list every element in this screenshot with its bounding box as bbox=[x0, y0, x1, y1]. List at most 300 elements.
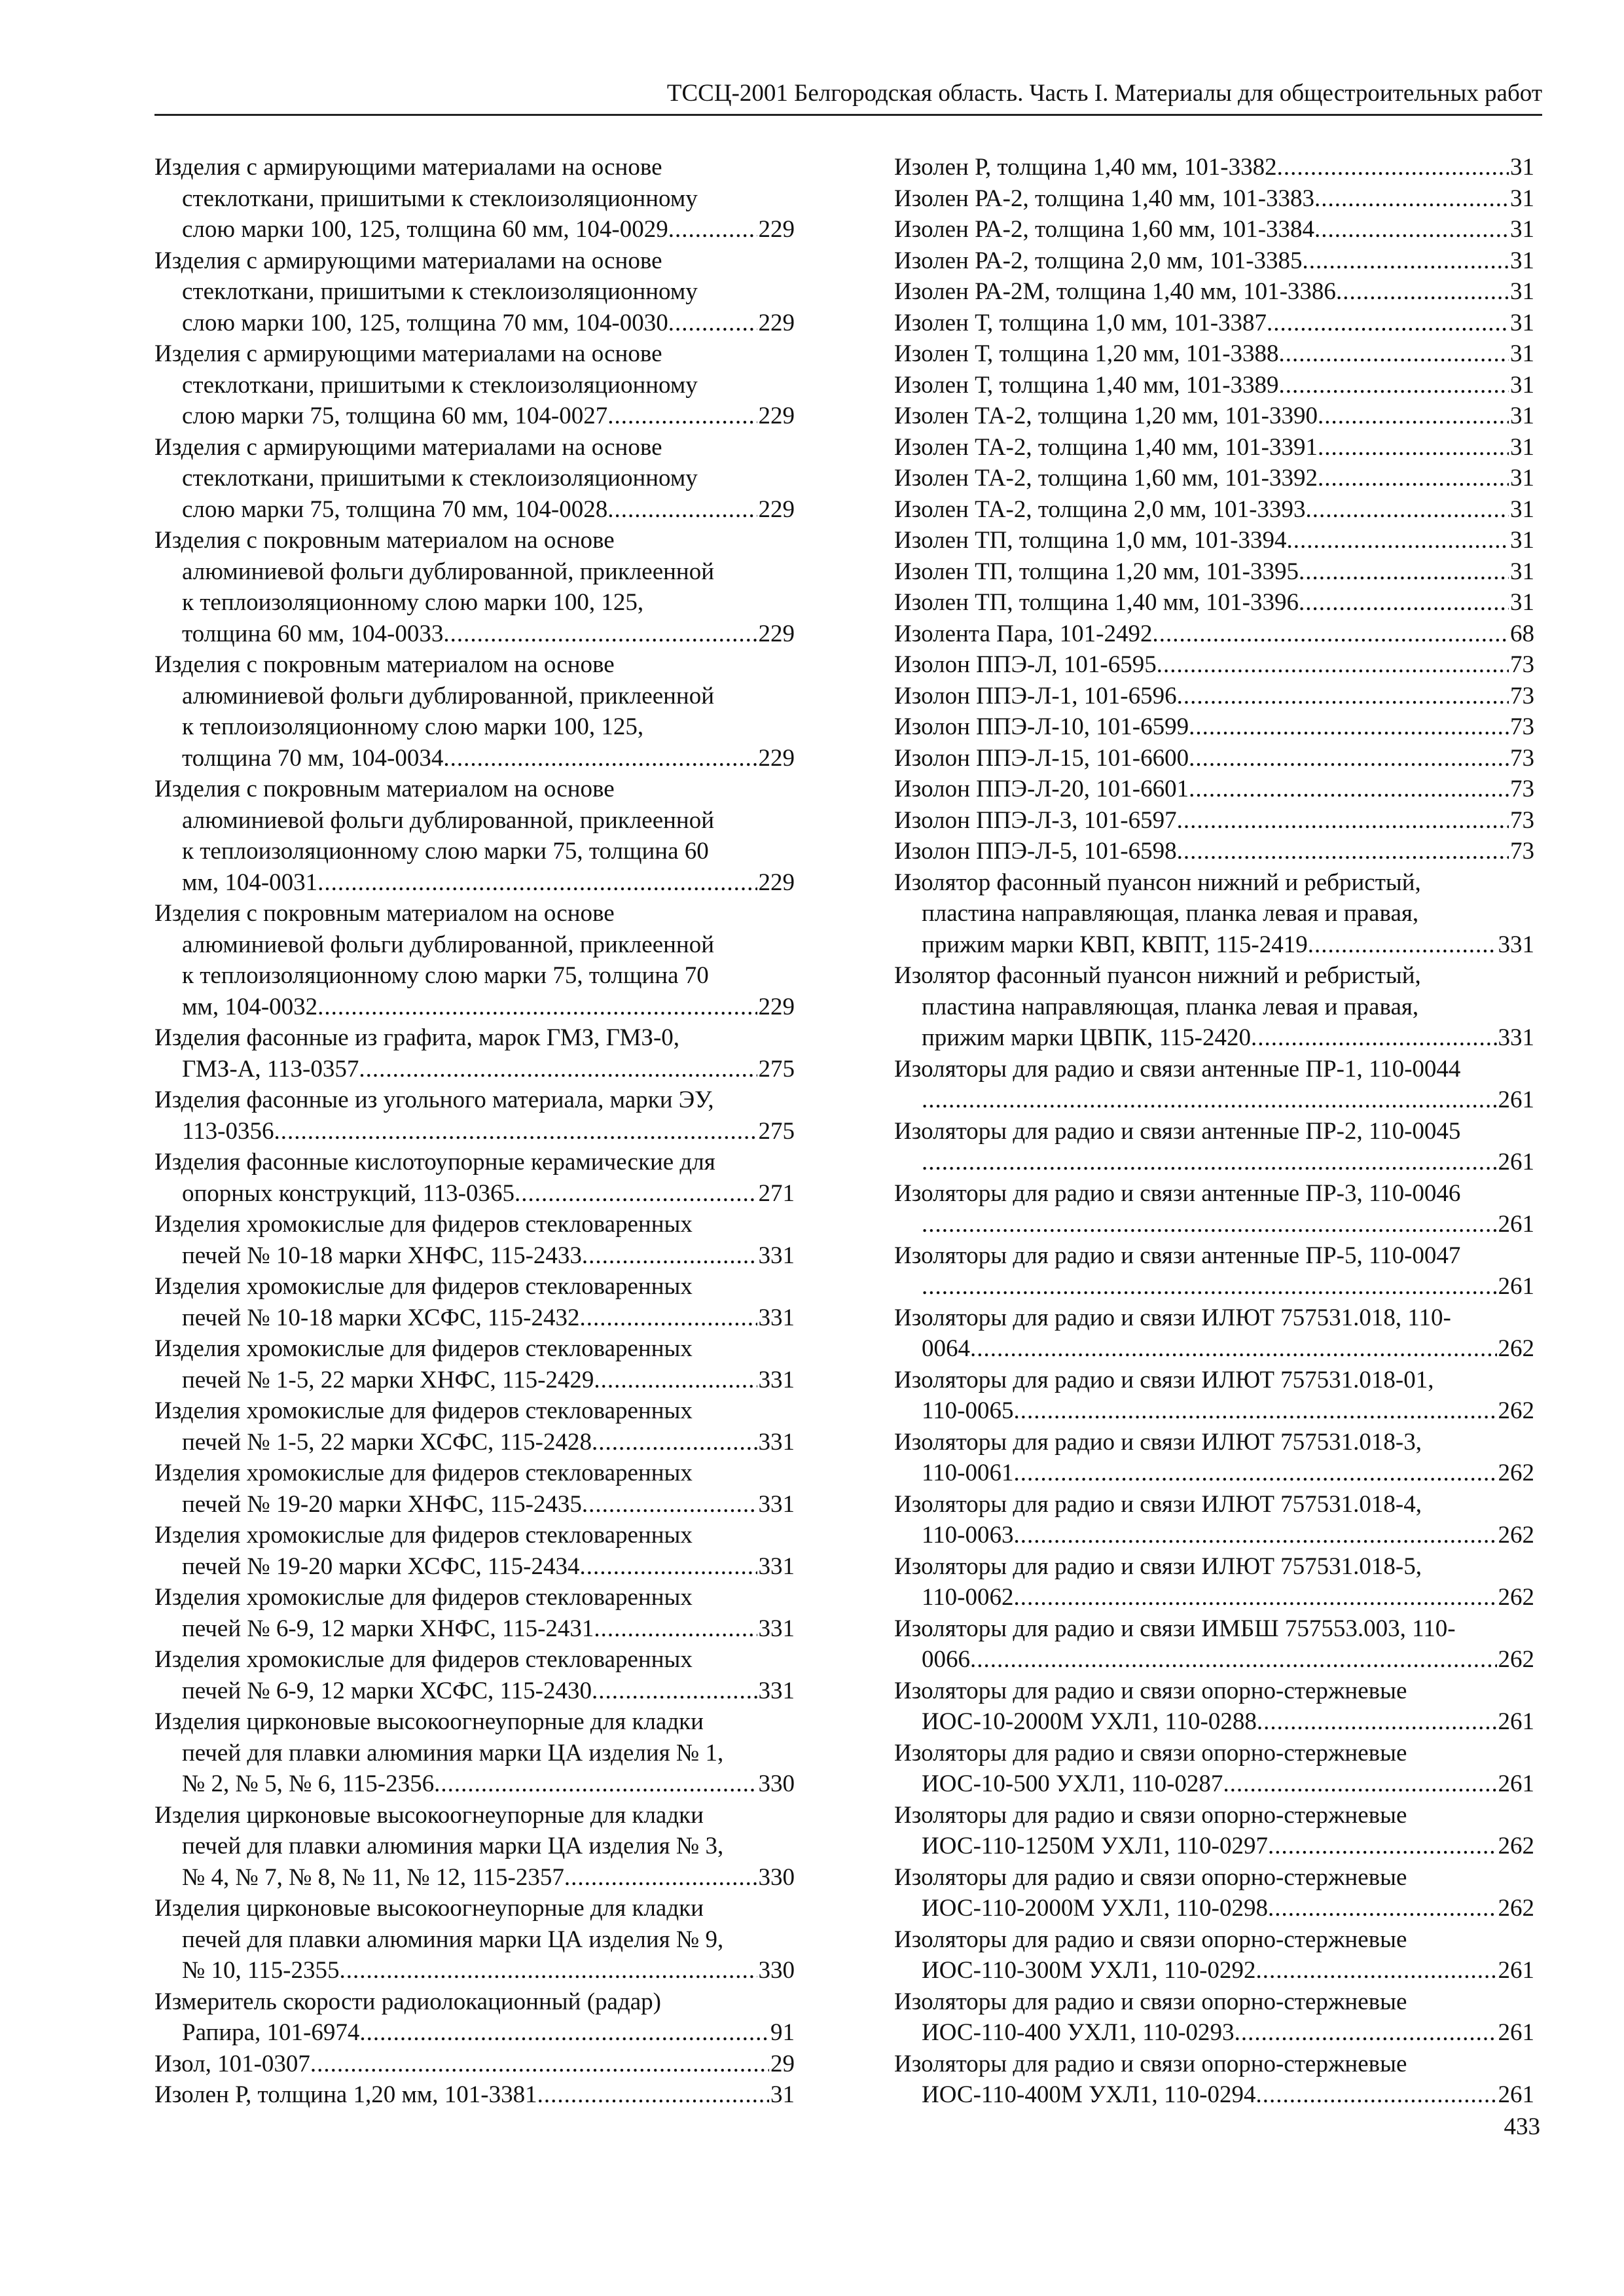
index-entry-line bbox=[894, 1489, 1534, 1520]
index-entry-line bbox=[894, 308, 1534, 339]
index-entry-text: стеклоткани, пришитыми к стеклоизоляционному bbox=[182, 465, 698, 492]
index-entry-text: Изделия хромокислые для фидеров стекловаренных bbox=[154, 1273, 693, 1300]
index-entry-text: Изолон ППЭ-Л-10, 101-6599 bbox=[894, 713, 1189, 740]
dot-leader bbox=[1299, 556, 1509, 588]
index-entry-text: Изолен ТА-2, толщина 1,40 мм, 101-3391 bbox=[894, 433, 1318, 461]
index-entry-line bbox=[154, 1955, 795, 1986]
index-entry-text: Изолен ТП, толщина 1,20 мм, 101-3395 bbox=[894, 558, 1299, 585]
index-entry-text: алюминиевой фольги дублированной, приклеенной bbox=[182, 558, 715, 585]
index-entry-text: 110-0065 bbox=[922, 1397, 1014, 1424]
dot-leader bbox=[607, 494, 757, 526]
index-entry-line bbox=[894, 1831, 1534, 1862]
index-entry-page: 91 bbox=[770, 2019, 795, 2046]
index-entry-text: Изделия цирконовые высокоогнеупорные для кладки bbox=[154, 1708, 704, 1735]
index-entry-page: 331 bbox=[758, 1304, 795, 1331]
index-entry-line bbox=[154, 1240, 795, 1272]
index-entry bbox=[894, 1800, 1534, 1862]
index-entry-text: Изолен ТА-2, толщина 2,0 мм, 101-3393 bbox=[894, 495, 1306, 523]
index-entry-line bbox=[894, 1613, 1534, 1645]
index-entry-text: Изолента Пара, 101-2492 bbox=[894, 620, 1153, 647]
index-entry-text: Изолен Р, толщина 1,40 мм, 101-3382 bbox=[894, 154, 1277, 181]
index-entry-text: Изолон ППЭ-Л-1, 101-6596 bbox=[894, 682, 1177, 709]
index-entry-line bbox=[154, 1395, 795, 1427]
index-entry bbox=[894, 1240, 1534, 1302]
index-entry-text: Изолон ППЭ-Л-5, 101-6598 bbox=[894, 838, 1177, 865]
index-entry-text: стеклоткани, пришитыми к стеклоизоляционному bbox=[182, 278, 698, 305]
index-entry-line bbox=[894, 1800, 1534, 1831]
index-entry-text: Изоляторы для радио и связи ИМБШ 757553.003, 110- bbox=[894, 1615, 1456, 1642]
index-entry-text: мм, 104-0032 bbox=[182, 993, 318, 1020]
index-entry-text: № 2, № 5, № 6, 115-2356 bbox=[182, 1770, 435, 1797]
index-entry-page: 331 bbox=[758, 1366, 795, 1393]
index-entry-text: слою марки 100, 125, толщина 60 мм, 104-0029 bbox=[182, 216, 668, 243]
index-entry-text: ИОС-110-300М УХЛ1, 110-0292 bbox=[922, 1957, 1256, 1984]
index-entry-text: Изолен РА-2М, толщина 1,40 мм, 101-3386 bbox=[894, 278, 1336, 305]
index-entry-line bbox=[894, 1427, 1534, 1458]
index-entry-line bbox=[894, 805, 1534, 836]
index-entry-page: 229 bbox=[758, 620, 795, 647]
index-entry-page: 262 bbox=[1498, 1646, 1534, 1673]
index-entry-line bbox=[154, 1986, 795, 2018]
index-entry-page: 330 bbox=[758, 1770, 795, 1797]
index-entry-line bbox=[154, 1116, 795, 1147]
index-entry-text: Изделия с покровным материалом на основе bbox=[154, 651, 615, 678]
index-entry bbox=[154, 1800, 795, 1893]
dot-leader bbox=[1223, 1768, 1496, 1800]
index-entry bbox=[154, 1395, 795, 1458]
index-entry-text: стеклоткани, пришитыми к стеклоизоляционному bbox=[182, 371, 698, 399]
index-entry-line bbox=[894, 992, 1534, 1023]
index-entry-line bbox=[894, 556, 1534, 588]
index-entry-text: Изоляторы для радио и связи опорно-стержневые bbox=[894, 1801, 1407, 1829]
dot-leader bbox=[1305, 494, 1509, 526]
index-entry-line bbox=[154, 836, 795, 867]
dot-leader bbox=[340, 1955, 757, 1986]
index-entry-line bbox=[154, 774, 795, 805]
index-entry-line bbox=[894, 214, 1534, 245]
index-entry-line bbox=[154, 587, 795, 619]
dot-leader bbox=[1013, 1395, 1496, 1427]
index-entry-line bbox=[154, 370, 795, 401]
index-entry-line bbox=[154, 2079, 795, 2111]
index-entry-line bbox=[894, 152, 1534, 183]
index-entry bbox=[154, 898, 795, 1022]
index-entry bbox=[154, 2079, 795, 2111]
index-entry-page: 31 bbox=[1510, 216, 1534, 243]
index-entry bbox=[894, 525, 1534, 556]
index-entry-text: Изделия с покровным материалом на основе bbox=[154, 527, 615, 554]
index-entry-line bbox=[154, 1333, 795, 1365]
index-entry-text: алюминиевой фольги дублированной, приклеенной bbox=[182, 931, 715, 958]
index-entry-line bbox=[154, 1489, 795, 1520]
index-entry bbox=[894, 1613, 1534, 1676]
index-entry-text: 110-0063 bbox=[922, 1522, 1014, 1549]
index-entry-text: Изолятор фасонный пуансон нижний и ребристый, bbox=[894, 869, 1421, 896]
index-entry-line bbox=[894, 898, 1534, 929]
index-entry-text: прижим марки КВП, КВПТ, 115-2419 bbox=[922, 931, 1308, 958]
index-entry-page: 262 bbox=[1498, 1460, 1534, 1486]
index-entry-line bbox=[154, 1551, 795, 1583]
index-entry bbox=[894, 2049, 1534, 2111]
index-entry-text: печей № 19-20 марки ХСФС, 115-2434 bbox=[182, 1552, 580, 1580]
dot-leader bbox=[1255, 2079, 1496, 2111]
index-entry-text: Изолен Т, толщина 1,40 мм, 101-3389 bbox=[894, 371, 1279, 399]
index-entry-page: 31 bbox=[1510, 403, 1534, 429]
index-entry-text: пластина направляющая, планка левая и правая, bbox=[922, 993, 1419, 1020]
index-entry bbox=[894, 1862, 1534, 1924]
index-entry-text: Изолен ТА-2, толщина 1,20 мм, 101-3390 bbox=[894, 403, 1318, 429]
index-entry-line bbox=[154, 1831, 795, 1862]
index-entry-text: Изделия хромокислые для фидеров стекловаренных bbox=[154, 1335, 693, 1362]
index-entry-page: 31 bbox=[1510, 371, 1534, 399]
dot-leader bbox=[1157, 649, 1509, 681]
index-column-right bbox=[894, 152, 1534, 2111]
index-entry-text: Изоляторы для радио и связи опорно-стержневые bbox=[894, 2050, 1407, 2077]
index-entry-text: ИОС-10-2000М УХЛ1, 110-0288 bbox=[922, 1708, 1257, 1735]
dot-leader bbox=[1279, 370, 1509, 401]
index-entry bbox=[894, 649, 1534, 681]
index-entry bbox=[894, 1054, 1534, 1116]
dot-leader bbox=[579, 1302, 757, 1334]
dot-leader bbox=[922, 1271, 1497, 1302]
dot-leader bbox=[592, 1427, 757, 1458]
index-entry-line bbox=[154, 711, 795, 743]
index-entry bbox=[894, 1924, 1534, 1986]
page-number: 433 bbox=[1504, 2113, 1540, 2140]
index-entry-line bbox=[894, 1365, 1534, 1396]
dot-leader bbox=[274, 1116, 757, 1147]
index-entry-line bbox=[154, 1054, 795, 1085]
index-entry-line bbox=[894, 960, 1534, 992]
dot-leader bbox=[594, 1613, 757, 1645]
index-entry bbox=[154, 1520, 795, 1582]
dot-leader bbox=[607, 401, 757, 432]
index-entry-page: 261 bbox=[1498, 2081, 1534, 2108]
index-entry-line bbox=[154, 338, 795, 370]
index-entry-page: 31 bbox=[1510, 433, 1534, 461]
index-entry bbox=[894, 1738, 1534, 1800]
index-entry-page: 229 bbox=[758, 403, 795, 429]
index-entry bbox=[894, 867, 1534, 961]
index-entry-line bbox=[894, 1644, 1534, 1676]
index-entry-line bbox=[154, 1768, 795, 1800]
index-entry-text: Изолон ППЭ-Л-20, 101-6601 bbox=[894, 776, 1189, 802]
index-entry-line bbox=[154, 1644, 795, 1676]
index-entry-page: 271 bbox=[758, 1179, 795, 1207]
index-entry bbox=[894, 276, 1534, 308]
index-entry-text: Изделия хромокислые для фидеров стекловаренных bbox=[154, 1211, 693, 1238]
index-entry-line bbox=[154, 183, 795, 215]
index-entry-line bbox=[894, 1458, 1534, 1489]
index-entry-page: 31 bbox=[1510, 340, 1534, 367]
dot-leader bbox=[1314, 214, 1509, 245]
index-entry-text: Изоляторы для радио и связи ИЛЮТ 757531.018, 110- bbox=[894, 1304, 1451, 1331]
index-entry-page: 73 bbox=[1510, 806, 1534, 834]
index-entry-page: 73 bbox=[1510, 651, 1534, 678]
dot-leader bbox=[317, 992, 757, 1023]
index-entry bbox=[154, 1271, 795, 1333]
index-entry-text: Изолен Р, толщина 1,20 мм, 101-3381 bbox=[154, 2081, 537, 2108]
dot-leader bbox=[970, 1333, 1497, 1365]
index-entry-page: 261 bbox=[1498, 1957, 1534, 1984]
dot-leader bbox=[1303, 245, 1509, 277]
index-entry-line bbox=[894, 1706, 1534, 1738]
index-entry-text: Изделия фасонные кислотоупорные керамические для bbox=[154, 1149, 715, 1175]
dot-leader bbox=[317, 867, 757, 899]
index-entry-line bbox=[894, 2079, 1534, 2111]
index-entry-text: печей для плавки алюминия марки ЦА изделия № 3, bbox=[182, 1833, 724, 1859]
index-entry-text: толщина 60 мм, 104-0033 bbox=[182, 620, 444, 647]
index-entry-text: ИОС-110-400М УХЛ1, 110-0294 bbox=[922, 2081, 1256, 2108]
index-entry-page: 73 bbox=[1510, 744, 1534, 772]
index-entry-text: ИОС-110-400 УХЛ1, 110-0293 bbox=[922, 2019, 1235, 2046]
index-entry bbox=[154, 2049, 795, 2080]
index-entry-line bbox=[894, 1240, 1534, 1272]
dot-leader bbox=[922, 1209, 1497, 1240]
index-entry bbox=[894, 805, 1534, 836]
index-entry-text: Изолен РА-2, толщина 1,60 мм, 101-3384 bbox=[894, 216, 1315, 243]
index-entry-text: стеклоткани, пришитыми к стеклоизоляционному bbox=[182, 185, 698, 212]
index-entry-line bbox=[894, 711, 1534, 743]
index-entry bbox=[154, 1458, 795, 1520]
index-entry-text: № 10, 115-2355 bbox=[182, 1957, 340, 1984]
index-entry bbox=[894, 245, 1534, 277]
index-entry-page: 261 bbox=[1498, 1770, 1534, 1797]
index-entry-page: 229 bbox=[758, 869, 795, 896]
index-entry-text: печей № 19-20 марки ХНФС, 115-2435 bbox=[182, 1490, 582, 1518]
index-entry-line bbox=[154, 1706, 795, 1738]
dot-leader bbox=[1318, 463, 1509, 494]
index-entry-page: 261 bbox=[1498, 1708, 1534, 1735]
index-entry-page: 275 bbox=[758, 1117, 795, 1145]
index-entry-line bbox=[154, 1582, 795, 1613]
dot-leader bbox=[1189, 774, 1509, 805]
index-entry-line bbox=[154, 214, 795, 245]
dot-leader bbox=[594, 1365, 757, 1396]
index-entry bbox=[894, 1986, 1534, 2049]
index-entry-line bbox=[894, 1893, 1534, 1924]
dot-leader bbox=[922, 1085, 1497, 1116]
index-entry-line bbox=[154, 619, 795, 650]
index-entry bbox=[894, 1365, 1534, 1427]
index-entry bbox=[894, 308, 1534, 339]
index-entry bbox=[154, 1333, 795, 1395]
index-entry-line bbox=[894, 929, 1534, 961]
index-entry-page: 73 bbox=[1510, 838, 1534, 865]
index-entry-line bbox=[894, 432, 1534, 463]
dot-leader bbox=[1318, 401, 1509, 432]
index-entry-page: 31 bbox=[1510, 495, 1534, 523]
index-entry-line bbox=[894, 1986, 1534, 2018]
index-entry-line bbox=[894, 1738, 1534, 1769]
index-entry-page: 229 bbox=[758, 495, 795, 523]
index-entry-line bbox=[894, 463, 1534, 494]
index-entry-line bbox=[154, 898, 795, 929]
index-entry-text: ИОС-110-2000М УХЛ1, 110-0298 bbox=[922, 1895, 1268, 1922]
dot-leader bbox=[1286, 525, 1509, 556]
index-entry-text: алюминиевой фольги дублированной, приклеенной bbox=[182, 682, 715, 709]
index-entry-line bbox=[154, 1862, 795, 1893]
index-entry-line bbox=[154, 1271, 795, 1302]
index-entry-text: алюминиевой фольги дублированной, приклеенной bbox=[182, 806, 715, 834]
dot-leader bbox=[668, 214, 757, 245]
index-entry-page: 262 bbox=[1498, 1833, 1534, 1859]
index-entry-text: слою марки 100, 125, толщина 70 мм, 104-0030 bbox=[182, 309, 668, 336]
index-entry-page: 31 bbox=[1510, 185, 1534, 212]
index-entry-page: 330 bbox=[758, 1957, 795, 1984]
index-entry-line bbox=[894, 1116, 1534, 1147]
index-entry-page: 331 bbox=[758, 1490, 795, 1518]
index-entry bbox=[154, 1022, 795, 1085]
dot-leader bbox=[1299, 587, 1509, 619]
index-entry-text: ИОС-110-1250М УХЛ1, 110-0297 bbox=[922, 1833, 1268, 1859]
index-entry bbox=[154, 338, 795, 432]
index-entry-line bbox=[894, 525, 1534, 556]
index-entry-line bbox=[894, 867, 1534, 899]
index-entry-text: Изоляторы для радио и связи ИЛЮТ 757531.018-01, bbox=[894, 1366, 1434, 1393]
index-entry-text: печей для плавки алюминия марки ЦА изделия № 9, bbox=[182, 1926, 724, 1953]
index-entry-line bbox=[894, 743, 1534, 774]
index-entry-page: 262 bbox=[1498, 1895, 1534, 1922]
index-entry-page: 31 bbox=[1510, 278, 1534, 305]
index-entry-text: Изделия хромокислые для фидеров стекловаренных bbox=[154, 1397, 693, 1424]
dot-leader bbox=[1277, 152, 1509, 183]
index-entry-line bbox=[894, 2049, 1534, 2080]
index-entry-text: Изоляторы для радио и связи опорно-стержневые bbox=[894, 1739, 1407, 1767]
dot-leader bbox=[514, 1178, 757, 1210]
dot-leader bbox=[443, 743, 757, 774]
index-entry-line bbox=[154, 867, 795, 899]
index-entry-line bbox=[154, 1302, 795, 1334]
index-entry-page: 31 bbox=[770, 2081, 795, 2108]
index-entry-text: Изолон ППЭ-Л-15, 101-6600 bbox=[894, 744, 1189, 772]
index-entry-line bbox=[154, 1085, 795, 1116]
index-entry-text: Изделия с армирующими материалами на основе bbox=[154, 340, 662, 367]
dot-leader bbox=[1013, 1582, 1496, 1613]
index-entry-line bbox=[154, 463, 795, 494]
page-header bbox=[154, 73, 1542, 116]
index-entry bbox=[894, 619, 1534, 650]
index-entry bbox=[894, 432, 1534, 463]
index-entry-line bbox=[154, 929, 795, 961]
index-entry-line bbox=[154, 1924, 795, 1956]
index-entry-text: печей для плавки алюминия марки ЦА изделия № 1, bbox=[182, 1739, 724, 1767]
dot-leader bbox=[564, 1862, 757, 1893]
index-entry-line bbox=[894, 1862, 1534, 1893]
index-entry-text: 0066 bbox=[922, 1646, 970, 1673]
index-entry-text: Изделия цирконовые высокоогнеупорные для кладки bbox=[154, 1801, 704, 1829]
index-entry-line bbox=[154, 992, 795, 1023]
index-entry-page: 261 bbox=[1498, 1211, 1534, 1238]
index-entry-line bbox=[894, 494, 1534, 526]
dot-leader bbox=[582, 1489, 757, 1520]
index-entry-line bbox=[154, 2049, 795, 2080]
index-entry-page: 331 bbox=[1498, 1024, 1534, 1051]
index-entry-line bbox=[894, 1551, 1534, 1583]
index-entry-text: печей № 6-9, 12 марки ХСФС, 115-2430 bbox=[182, 1677, 592, 1704]
index-entry-line bbox=[894, 1768, 1534, 1800]
index-entry bbox=[154, 1582, 795, 1644]
index-entry-text: 110-0062 bbox=[922, 1584, 1014, 1611]
dot-leader bbox=[310, 2049, 769, 2080]
dot-leader bbox=[582, 1240, 757, 1272]
index-entry-line bbox=[154, 1676, 795, 1707]
index-entry-text: Изолятор фасонный пуансон нижний и ребристый, bbox=[894, 962, 1421, 989]
index-entry-text: Изоляторы для радио и связи опорно-стержневые bbox=[894, 1988, 1407, 2015]
index-entry-line bbox=[894, 370, 1534, 401]
index-entry-line bbox=[154, 649, 795, 681]
index-entry-line bbox=[154, 245, 795, 277]
index-entry-text: Изоляторы для радио и связи ИЛЮТ 757531.018-4, bbox=[894, 1490, 1422, 1518]
index-column-left bbox=[154, 152, 795, 2111]
dot-leader bbox=[1013, 1458, 1496, 1489]
index-entry-line bbox=[894, 1302, 1534, 1334]
index-entry bbox=[894, 711, 1534, 743]
index-entry bbox=[154, 649, 795, 774]
index-entry bbox=[894, 463, 1534, 494]
index-entry-line bbox=[154, 525, 795, 556]
index-entry-line bbox=[154, 432, 795, 463]
index-entry-text: Изоляторы для радио и связи антенные ПР-1, 110-0044 bbox=[894, 1055, 1461, 1083]
index-entry-text: Изолен Т, толщина 1,20 мм, 101-3388 bbox=[894, 340, 1279, 367]
index-entry-text: ИОС-10-500 УХЛ1, 110-0287 bbox=[922, 1770, 1223, 1797]
index-entry bbox=[894, 774, 1534, 805]
index-entry-text: толщина 70 мм, 104-0034 bbox=[182, 744, 444, 772]
index-entry bbox=[154, 1706, 795, 1800]
dot-leader bbox=[592, 1676, 757, 1707]
index-entry-line bbox=[154, 1738, 795, 1769]
index-entry-text: Изолен ТП, толщина 1,40 мм, 101-3396 bbox=[894, 589, 1299, 616]
index-entry-line bbox=[154, 1613, 795, 1645]
index-entry-text: к теплоизоляционному слою марки 100, 125, bbox=[182, 713, 644, 740]
index-entry-line bbox=[154, 2017, 795, 2049]
index-entry-page: 31 bbox=[1510, 465, 1534, 492]
index-entry-page: 68 bbox=[1510, 620, 1534, 647]
index-entry-text: печей № 1-5, 22 марки ХНФС, 115-2429 bbox=[182, 1366, 594, 1393]
index-entry-page: 331 bbox=[758, 1677, 795, 1704]
index-entry-text: к теплоизоляционному слою марки 100, 125, bbox=[182, 589, 644, 616]
index-entry-text: слою марки 75, толщина 70 мм, 104-0028 bbox=[182, 495, 608, 523]
index-entry-text: печей № 10-18 марки ХСФС, 115-2432 bbox=[182, 1304, 580, 1331]
index-entry-line bbox=[154, 308, 795, 339]
index-entry bbox=[154, 1085, 795, 1147]
index-entry-text: Изделия с покровным материалом на основе bbox=[154, 900, 615, 927]
index-entry-text: 110-0061 bbox=[922, 1460, 1014, 1486]
dot-leader bbox=[1268, 1893, 1497, 1924]
index-entry-text: Изолон ППЭ-Л, 101-6595 bbox=[894, 651, 1157, 678]
index-entry-text: Изделия хромокислые для фидеров стекловаренных bbox=[154, 1522, 693, 1549]
index-entry-line bbox=[894, 1520, 1534, 1551]
index-entry-line bbox=[894, 619, 1534, 650]
index-entry bbox=[894, 1489, 1534, 1551]
dot-leader bbox=[1336, 276, 1509, 308]
index-entry-line bbox=[154, 401, 795, 432]
index-entry-line bbox=[894, 587, 1534, 619]
index-entry-text: Изделия фасонные из графита, марок ГМЗ, ГМЗ-0, bbox=[154, 1024, 680, 1051]
dot-leader bbox=[1268, 1831, 1497, 1862]
dot-leader bbox=[970, 1644, 1497, 1676]
index-entry bbox=[154, 432, 795, 526]
index-entry-text: слою марки 75, толщина 60 мм, 104-0027 bbox=[182, 403, 608, 429]
index-entry-page: 331 bbox=[758, 1428, 795, 1456]
index-entry-text: Изоляторы для радио и связи опорно-стержневые bbox=[894, 1926, 1407, 1953]
dot-leader bbox=[1279, 338, 1509, 370]
dot-leader bbox=[1255, 1955, 1496, 1986]
index-entry-text: Изолен РА-2, толщина 1,40 мм, 101-3383 bbox=[894, 185, 1315, 212]
dot-leader bbox=[1013, 1520, 1496, 1551]
dot-leader bbox=[668, 308, 757, 339]
index-entry-page: 31 bbox=[1510, 247, 1534, 274]
